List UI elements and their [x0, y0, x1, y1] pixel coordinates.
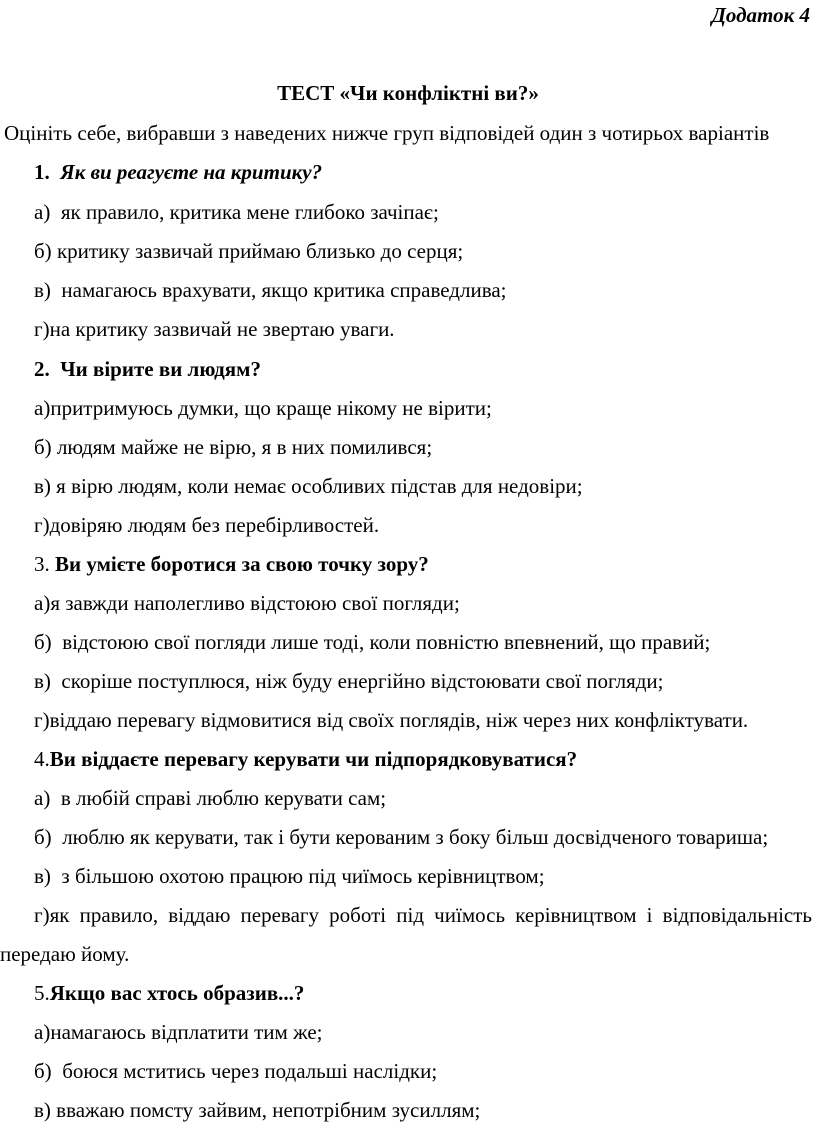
- option-mark: а): [34, 396, 51, 420]
- question-5-text: Якщо вас хтось образив...?: [49, 981, 305, 1005]
- option-mark: б): [34, 630, 52, 654]
- option-mark: а): [34, 1020, 51, 1044]
- question-2-number: 2.: [34, 357, 50, 381]
- instruction-text: Оцініть себе, вибравши з наведених нижче груп відповідей один з чотирьох варіантів: [4, 121, 770, 145]
- option-text: люблю як керувати, так і бути керованим з боку більш досвідченого товариша;: [62, 825, 769, 849]
- option-text: в любій справі люблю керувати сам;: [60, 786, 387, 810]
- option-2d: [34, 512, 816, 538]
- option-mark: в): [34, 474, 51, 498]
- option-mark: б): [34, 1059, 52, 1083]
- question-3-text: Ви умієте боротися за свою точку зору?: [55, 552, 429, 576]
- question-1-number: 1.: [34, 160, 50, 184]
- option-1b: [34, 238, 816, 264]
- option-mark: г): [34, 317, 50, 341]
- option-3d: [34, 707, 816, 733]
- question-1-text: Як ви реагуєте на критику?: [60, 160, 323, 184]
- option-3c: [34, 668, 816, 694]
- option-text: я вірю людям, коли немає особливих підстав для недовіри;: [56, 474, 583, 498]
- option-text: вважаю помсту зайвим, непотрібним зусиллям;: [56, 1098, 481, 1122]
- option-4d-continuation: передаю йому.: [0, 942, 130, 966]
- test-title: ТЕСТ «Чи конфліктні ви?»: [277, 81, 539, 105]
- option-mark: а): [34, 200, 51, 224]
- option-mark: б): [34, 825, 52, 849]
- option-text: критику зазвичай приймаю близько до серця;: [56, 239, 464, 263]
- question-4-text: Ви віддаєте перевагу керувати чи підпорядковуватися?: [49, 747, 578, 771]
- option-text: скоріше поступлюся, ніж буду енергійно відстоювати свої погляди;: [61, 669, 664, 693]
- option-text: віддаю перевагу відмовитися від своїх поглядів, ніж через них конфліктувати.: [49, 708, 749, 732]
- option-mark: а): [34, 591, 51, 615]
- option-mark: в): [34, 278, 51, 302]
- option-3a: [34, 590, 816, 616]
- option-mark: в): [34, 1098, 51, 1122]
- option-text: як правило, віддаю перевагу роботі під чиїмось керівництвом і відповідальність: [49, 903, 812, 927]
- option-text: притримуюсь думки, що краще нікому не вірити;: [50, 396, 492, 420]
- question-4: [34, 746, 816, 772]
- option-mark: б): [34, 239, 52, 263]
- option-4a: [34, 785, 816, 811]
- option-mark: г): [34, 708, 50, 732]
- option-1d: [34, 316, 816, 342]
- option-5c: [34, 1097, 816, 1123]
- option-text: людям майже не вірю, я в них помилився;: [56, 435, 433, 459]
- question-2: [34, 356, 816, 382]
- question-2-text: Чи вірите ви людям?: [60, 357, 261, 381]
- option-1c: [34, 277, 816, 303]
- option-text: довіряю людям без перебірливостей.: [49, 513, 380, 537]
- option-text: боюся мститись через подальші наслідки;: [62, 1059, 438, 1083]
- option-text: я завжди наполегливо відстоюю свої погляди;: [50, 591, 460, 615]
- option-3b: [34, 629, 816, 655]
- option-mark: г): [34, 513, 50, 537]
- option-mark: а): [34, 786, 51, 810]
- option-mark: в): [34, 864, 51, 888]
- option-text: з більшою охотою працюю під чиїмось керівництвом;: [61, 864, 545, 888]
- option-4d: [34, 902, 812, 928]
- option-text: як правило, критика мене глибоко зачіпає;: [60, 200, 439, 224]
- option-4b: [34, 824, 816, 850]
- question-4-number: 4.: [34, 747, 50, 771]
- question-3: [34, 551, 816, 577]
- option-text: намагаюсь врахувати, якщо критика справедлива;: [61, 278, 507, 302]
- option-4c: [34, 863, 816, 889]
- appendix-label: Додаток 4: [711, 3, 810, 27]
- option-mark: в): [34, 669, 51, 693]
- question-5-number: 5.: [34, 981, 50, 1005]
- option-text: намагаюсь відплатити тим же;: [50, 1020, 323, 1044]
- question-3-number: 3.: [34, 552, 50, 576]
- option-2a: [34, 395, 816, 421]
- option-2c: [34, 473, 816, 499]
- option-mark: г): [34, 903, 50, 927]
- option-text: на критику зазвичай не звертаю уваги.: [49, 317, 395, 341]
- option-2b: [34, 434, 816, 460]
- option-5a: [34, 1019, 816, 1045]
- question-5: [34, 980, 816, 1006]
- question-1: [34, 159, 816, 185]
- option-5b: [34, 1058, 816, 1084]
- option-1a: [34, 199, 816, 225]
- option-mark: б): [34, 435, 52, 459]
- option-text: відстоюю свої погляди лише тоді, коли повністю впевнений, що правий;: [62, 630, 711, 654]
